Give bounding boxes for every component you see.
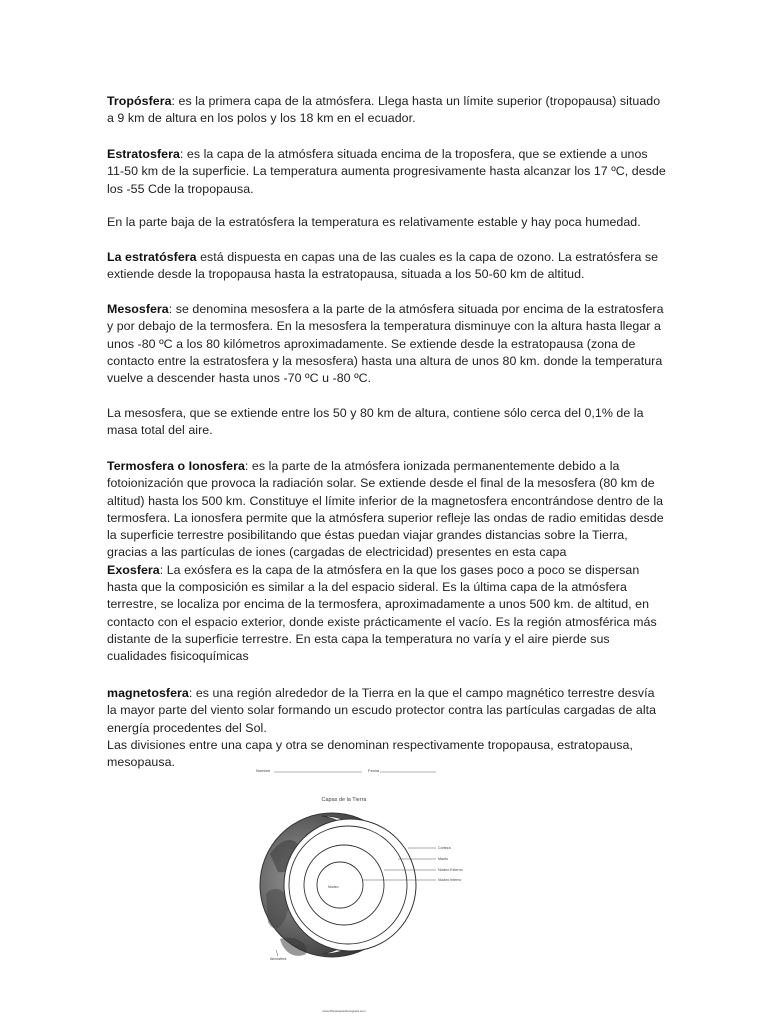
paragraph-troposfera xyxy=(107,93,667,128)
term-termosfera: Termosfera o Ionosfera xyxy=(107,459,245,473)
paragraph-termosfera xyxy=(107,458,667,666)
label-nucleo: Núcleo xyxy=(328,885,339,889)
text-mesosfera-masa: La mesosfera, que se extiende entre los 50 y 80 km de altura, contiene sólo cerca del 0,1% de la masa total del aire. xyxy=(107,406,644,438)
label-nucleo-interno: Núcleo Interno xyxy=(438,878,462,882)
paragraph-mesosfera xyxy=(107,301,667,387)
text-estratosfera-baja: En la parte baja de la estratósfera la temperatura es relativamente estable y hay poca humedad. xyxy=(107,215,641,229)
text-exosfera: : La exósfera es la capa de la atmósfera en la que los gases poco a poco se dispersan hasta que la composición es similar a la del espacio sideral. Es la última capa de la atmósfera terrestre, se localiza por encima de la termosfera, aproximadamente a unos 500 km. de altitud, en contacto con el espacio exterior, donde existe prácticamente el vacío. Es la región atmosférica más distante de la superficie terrestre. En esta capa la temperatura no varía y el aire pierde sus cualidades fisicoquímicas xyxy=(107,562,657,664)
figure-title: Capas de la Tierra xyxy=(321,797,367,803)
label-manto: Manto xyxy=(438,857,448,861)
text-la-estratosfera: está dispuesta en capas una de las cuales es la capa de ozono. La estratósfera se extiende desde la tropopausa hasta la estratopausa, situada a los 50-60 km de altitud. xyxy=(107,250,659,282)
text-mesosfera: : se denomina mesosfera a la parte de la atmósfera situada por encima de la estratosfera y por debajo de la termosfera. En la mesosfera la temperatura disminuye con la altura hasta llegar a unos -80 ºC a los 80 kilómetros aproximadamente. Se extiende desde la estratopausa (zona de contacto entre la estratosfera y la mesosfera) hasta una altura de unos 80 km. donde la temperatura vuelve a descender hasta unos -70 ºC u -80 ºC. xyxy=(107,302,664,386)
text-estratosfera: : es la capa de la atmósfera situada encima de la troposfera, que se extiende a unos 11-50 km de la superficie. La temperatura aumenta progresivamente hasta alcanzar los 17 ºC, desde los -55 Cde la tropopausa. xyxy=(107,147,666,196)
paragraph-estratosfera xyxy=(107,146,667,198)
term-estratosfera: Estratosfera xyxy=(107,147,180,161)
paragraph-mesosfera-masa xyxy=(107,405,667,440)
date-label: Fecha xyxy=(368,768,380,773)
term-la-estratosfera: La estratósfera xyxy=(107,250,197,264)
earth-layers-figure xyxy=(240,764,463,1024)
term-mesosfera: Mesosfera xyxy=(107,302,169,316)
paragraph-la-estratosfera xyxy=(107,249,667,284)
label-nucleo-externo: Núcleo Externo xyxy=(438,868,463,872)
label-corteza: Corteza xyxy=(438,846,451,850)
paragraph-magnetosfera xyxy=(107,685,667,771)
text-troposfera: : es la primera capa de la atmósfera. Llega hasta un límite superior (tropopausa) situado a 9 km de altura en los polos y los 18 km en el ecuador. xyxy=(107,94,661,126)
text-termosfera: : es la parte de la atmósfera ionizada permanentemente debido a la fotoionización que provoca la radiación solar. Se extiende desde el final de la mesosfera (80 km de altitud) hasta los 500 km. Constituye el límite inferior de la magnetosfera encontrándose dentro de la termosfera. La ionosfera permite que la atmósfera superior refleje las ondas de radio emitidas desde la superficie terrestre posibilitando que éstas puedan viajar grandes distancias sobre la Tierra, gracias a las partículas de iones (cargadas de electricidad) presentes en esta capa xyxy=(107,459,664,560)
term-magnetosfera: magnetosfera xyxy=(107,686,189,700)
paragraph-estratosfera-baja xyxy=(107,214,667,231)
name-label: Nombre xyxy=(256,768,271,773)
leader-line xyxy=(276,950,278,956)
text-divisiones: Las divisiones entre una capa y otra se denominan respectivamente tropopausa, estratopausa, mesopausa. xyxy=(107,737,633,770)
term-troposfera: Tropósfera xyxy=(107,94,172,108)
term-exosfera: Exosfera xyxy=(107,562,160,577)
figure-footer: www.Planetapracticosgratis.com xyxy=(322,1009,366,1013)
label-atmosfera: Atmósfera xyxy=(270,957,287,961)
text-magnetosfera: : es una región alrededor de la Tierra en la que el campo magnético terrestre desvía la mayor parte del viento solar formando un escudo protector contra las partículas cargadas de alta energía procedentes del Sol. xyxy=(107,686,657,735)
inner-core-layer xyxy=(317,862,363,908)
